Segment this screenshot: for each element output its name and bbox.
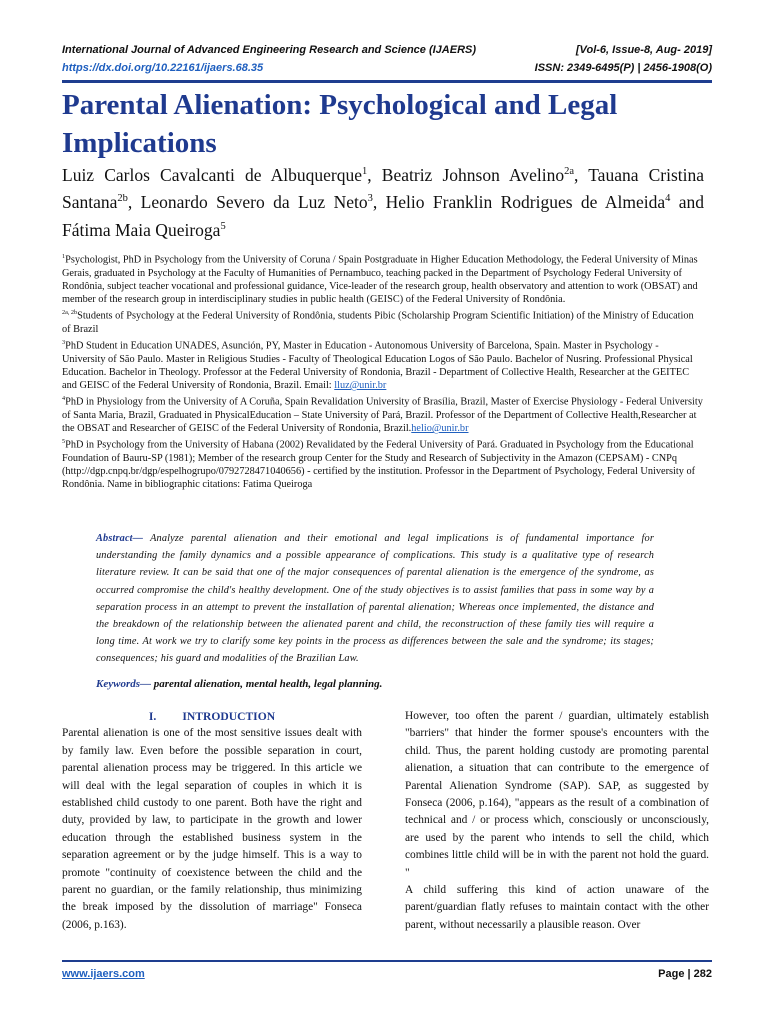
paper-title: Parental Alienation: Psychological and Legal Implications: [62, 89, 618, 159]
body-paragraph: Parental alienation is one of the most sensitive issues dealt with by family law. Even before the possible separation in court, parental alienation process may be triggered. In this article we will deal with the legal separation of couples in which it is established child custody to one parent. Both have the right and duty, provided by law, to participate in the growth and lower education through the established business system in the separation agreement or by the judge himself. This is a way to promote "continuity of coexistence between the child and the parent no guardian, or the family relationship, thus minimizing the break imposed by the dissolution of marriage" Fonseca (2006, p.163).: [62, 727, 362, 931]
author-affiliation-mark: 5: [220, 220, 226, 232]
author-name: Fátima Maia Queiroga: [62, 219, 221, 240]
author-separator: ,: [367, 164, 382, 185]
body-paragraph: A child suffering this kind of action unaware of the parent/guardian flatly refuses to maintain contact with the other parent, without necessarily a plausible reason. Over: [405, 884, 709, 931]
affiliation-mark: 1: [62, 253, 66, 260]
author-separator: ,: [574, 164, 589, 185]
affiliation-entry: [62, 306, 704, 336]
author-affiliation-mark: 4: [665, 193, 671, 205]
author-name: Luiz Carlos Cavalcanti de Albuquerque: [62, 164, 363, 185]
abstract: [96, 530, 654, 668]
author-name: Leonardo Severo da Luz Neto: [140, 192, 368, 213]
issn: ISSN: 2349-6495(P) | 2456-1908(O): [534, 62, 712, 74]
affiliation-text: Psychologist, PhD in Psychology from the University of Coruna / Spain Postgraduate in Higher Education Methodology, the Federal University of Minas Gerais, graduated in Psychology at the Faculty of Humanities of Pernambuco, teaching packed in the Department of Psychology Federal University of Rondônia, subject teacher vocational and professional guidance, Vice-leader of the research group, health observatory and attention to work (OBSAT) and member of the research group in interdisciplinary studies in public health (GEISC) of the Federal University of Rondônia.: [62, 254, 698, 306]
affiliation-entry: [62, 435, 704, 491]
author-name: Beatriz Johnson Avelino: [381, 164, 565, 185]
author-list: [62, 160, 704, 242]
affiliation-entry: [62, 250, 704, 306]
affiliation-mark: 4: [62, 395, 66, 403]
keywords: [96, 678, 654, 690]
affiliation-text: PhD in Physiology from the University of A Coruña, Spain Revalidation University of Brasília, Brazil, Master of Exercise Physiology - Federal University of Santa Maria, Brazil, Graduated in PhysicalEducation – State University of Pará, Brazil. Professor of the Department of Collective Health,Researcher at the OBSAT and Researcher of GEISC of the Federal University of Rondonia, Brazil.: [62, 396, 703, 435]
affiliation-entry: [62, 392, 704, 435]
author-separator: ,: [127, 192, 141, 213]
doi-link[interactable]: https://dx.doi.org/10.22161/ijaers.68.35: [62, 62, 264, 74]
right-column: [405, 708, 709, 934]
affiliation-mark: 5: [62, 438, 66, 446]
left-column: [62, 708, 362, 934]
page-number: Page | 282: [658, 968, 712, 980]
journal-name: International Journal of Advanced Engineering Research and Science (IJAERS): [62, 44, 477, 56]
email-link[interactable]: lluz@unir.br: [334, 380, 387, 392]
abstract-label: Abstract—: [96, 533, 144, 544]
footer-rule: [62, 960, 712, 962]
issue-info: [Vol-6, Issue-8, Aug- 2019]: [575, 44, 712, 56]
header-rule: [62, 80, 712, 83]
section-title: INTRODUCTION: [182, 710, 276, 723]
author-name: Tauana Cristina Santana: [62, 164, 705, 213]
affiliation-mark: 2a, 2b: [62, 309, 78, 317]
affiliation-mark: 3: [62, 339, 66, 347]
author-affiliation-mark: 2b: [117, 193, 128, 205]
author-separator: and: [670, 192, 705, 213]
email-link[interactable]: helio@unir.br: [411, 423, 469, 435]
author-affiliation-mark: 1: [362, 166, 368, 177]
affiliation-entry: [62, 336, 704, 392]
affiliation-text: Students of Psychology at the Federal University of Rondônia, students Pibic (Scholarship Program Scientific Initiation) of the Ministry of Education of Brazil: [62, 310, 694, 335]
running-header-bottom: [62, 62, 712, 74]
affiliations: [62, 250, 704, 492]
affiliation-text: PhD in Psychology from the University of Habana (2002) Revalidated by the Federal University of Pará. Graduated in Psychology from the Educational Foundation of Bauru-SP (1981); Member of the research group Center for the Study and Research of Subjectivity in the Amazon (CEPSAM) - CNPq (http://dgp.cnpq.br/dgp/espelhogrupo/0792728471040656) - certified by the institution. Professor in the Department of Psychology, Federal University of Rondônia. Name in bibliographic citations: Fatima Queiroga: [62, 439, 696, 491]
body-paragraph: However, too often the parent / guardian, ultimately establish "barriers" that hinder the former spouse's encounters with the child. Thus, the parent holding custody are promoting parental alienation, a situation that can contribute to the emergence of Parental Alienation Syndrome (SAP). SAP, as suggested by Fonseca (2006, p.164), "appears as the result of a combination of technical and / or process which, consciously or unconsciously, are used by the parent who intends to sell the child, which combines little child will be in with the parent not hold the guard. ": [405, 710, 709, 879]
section-heading: [62, 708, 362, 725]
footer: [62, 968, 712, 980]
keywords-label: Keywords—: [96, 678, 151, 690]
affiliation-text: PhD Student in Education UNADES, Asunción, PY, Master in Education - Autonomous University of Barcelona, Spain. Master in Psychology - University of São Paulo. Master in Religious Studies - Faculty of Theological Education Logos of São Paulo. Bachelor of Nusring. Professional Physical Education. Bachelor in Theology. Professor at the Federal University of Rondonia, Brazil - Department of Collective Health, Researcher at the GEITEC and GEISC of the Federal University of Rondonia, Brazil. Email:: [62, 340, 693, 392]
journal-url[interactable]: www.ijaers.com: [62, 968, 145, 980]
author-affiliation-mark: 3: [367, 193, 373, 205]
running-header-top: [62, 44, 712, 56]
author-separator: ,: [372, 192, 386, 213]
author-name: Helio Franklin Rodrigues de Almeida: [385, 192, 666, 213]
abstract-text: Analyze parental alienation and their emotional and legal implications is of fundamental importance for understanding the family dynamics and a possible appearance of complications. This study is a qualitative type of research literature review. It can be said that one of the major consequences of parental alienation is the emergence of the syndrome, as occurred compromise the child's healthy development. One of the study objectives is to assist families that pass in some way by a separation process in an attempt to prevent the installation of parental alienation; Whereas once implemented, the distance and the breakdown of the relationship between the alienated parent and child, the reconstruction of these family ties will require a long time. At work we try to clarify some key points in the process as differences between the sale and the syndrome; its stages; consequences; his guard and modalities of the Brazilian Law.: [96, 533, 654, 665]
author-affiliation-mark: 2a: [564, 166, 574, 177]
section-number: I.: [148, 710, 157, 723]
keywords-text: parental alienation, mental health, legal planning.: [151, 678, 383, 690]
